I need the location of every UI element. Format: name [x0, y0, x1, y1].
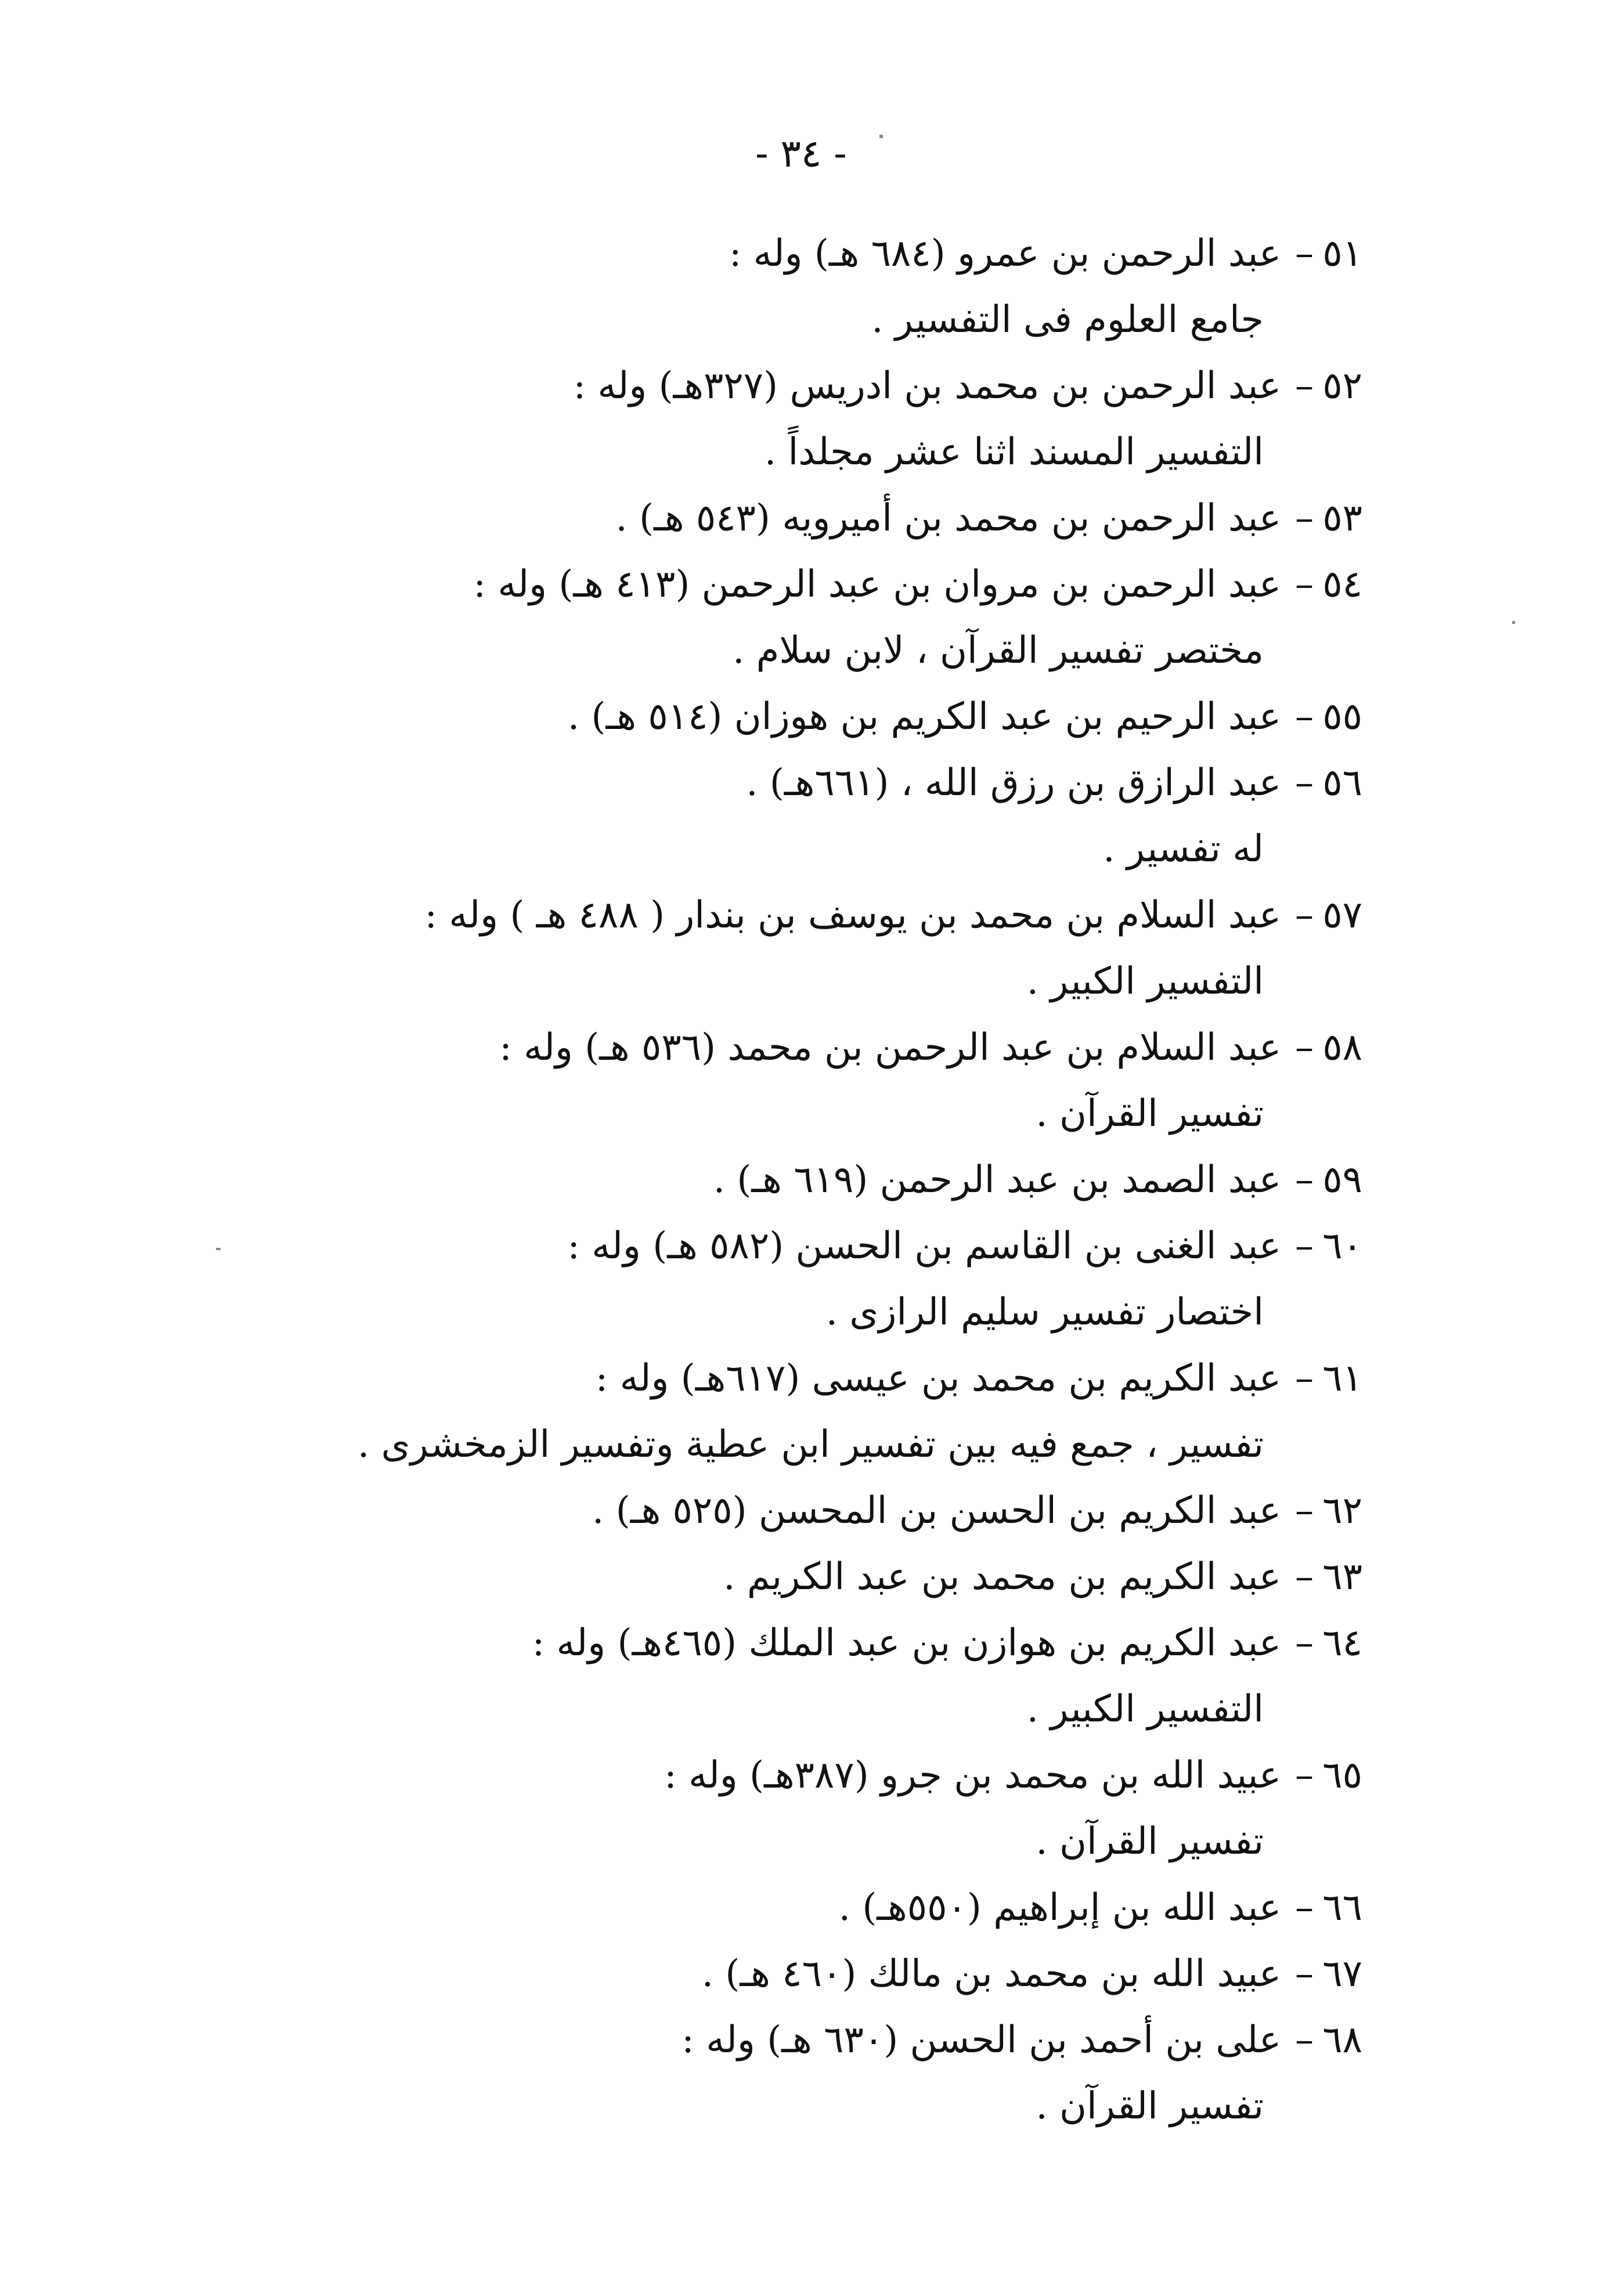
entry-number: ٦٧ [1322, 1952, 1362, 1995]
entry-work-title: تفسير القرآن . [1036, 1820, 1264, 1863]
entry-number: ٥٨ [1322, 1026, 1362, 1069]
entry-line [143, 1213, 1362, 1279]
entry-text: على بن أحمد بن الحسن (٦٣٠ هـ) وله : [681, 2019, 1281, 2062]
entry-dash: – [1295, 1952, 1314, 1995]
entry-line [143, 1742, 1362, 1808]
list-item [143, 1213, 1362, 1345]
entry-line [143, 1544, 1362, 1610]
entry-dash: – [1295, 563, 1314, 606]
entry-number: ٦٤ [1322, 1622, 1362, 1665]
entry-dash: – [1295, 695, 1314, 738]
entry-dash: – [1295, 761, 1314, 804]
entry-number: ٥٢ [1322, 364, 1362, 407]
list-item [143, 1941, 1362, 2007]
list-item [143, 551, 1362, 684]
entry-line [143, 1875, 1362, 1941]
entry-dash: – [1295, 1026, 1314, 1069]
entry-dash: – [1295, 1225, 1314, 1268]
entry-text: عبد السلام بن محمد بن يوسف بن بندار ( ٤٨٨ هـ ) وله : [424, 894, 1281, 937]
entry-text: عبد الكريم بن الحسن بن المحسن (٥٢٥ هـ) . [592, 1489, 1281, 1532]
list-item [143, 1015, 1362, 1147]
scan-speck [1512, 621, 1515, 624]
entry-text: عبد الغنى بن القاسم بن الحسن (٥٨٢ هـ) وله : [567, 1225, 1281, 1268]
entry-dash: – [1295, 1489, 1314, 1532]
list-item [143, 882, 1362, 1015]
entry-line [143, 1478, 1362, 1544]
entry-work-title: التفسير المسند اثنا عشر مجلداً . [764, 431, 1264, 474]
entry-text: عبد الرازق بن رزق الله ، (٦٦١هـ) . [746, 761, 1281, 804]
entry-number: ٦٣ [1322, 1555, 1362, 1598]
entry-dash: – [1295, 894, 1314, 937]
entry-text: عبد الرحمن بن مروان بن عبد الرحمن (٤١٣ هـ) وله : [473, 563, 1281, 606]
entry-dash: – [1295, 1555, 1314, 1598]
list-item [143, 485, 1362, 551]
entry-text: عبد الله بن إبراهيم (٥٥٠هـ) . [838, 1886, 1281, 1929]
entry-line [143, 1610, 1362, 1676]
entry-dash: – [1295, 1754, 1314, 1797]
entry-text: عبيد الله بن محمد بن مالك (٤٦٠ هـ) . [701, 1952, 1281, 1995]
entry-line [143, 221, 1362, 287]
entry-dash: – [1295, 497, 1314, 540]
scan-speck [879, 135, 883, 138]
entry-work-title: له تفسير . [1103, 828, 1264, 871]
list-item [143, 1478, 1362, 1544]
list-item [143, 684, 1362, 750]
entry-text: عبد الرحمن بن عمرو (٦٨٤ هـ) وله : [729, 232, 1281, 275]
entry-work-title: جامع العلوم فى التفسير . [871, 298, 1264, 341]
entry-work-title: تفسير ، جمع فيه بين تفسير ابن عطية وتفسير الزمخشرى . [357, 1423, 1264, 1466]
entry-number: ٥١ [1322, 232, 1362, 275]
entry-number: ٦٨ [1322, 2019, 1362, 2062]
entry-line [143, 353, 1362, 419]
entry-dash: – [1295, 1622, 1314, 1665]
entry-work-title: التفسير الكبير . [1026, 1688, 1264, 1731]
entry-line [143, 485, 1362, 551]
entry-number: ٥٥ [1322, 695, 1362, 738]
entry-line [143, 1147, 1362, 1213]
entry-text: عبد الكريم بن محمد بن عبد الكريم . [723, 1555, 1281, 1598]
entry-dash: – [1295, 364, 1314, 407]
entry-line [143, 551, 1362, 618]
entry-line [143, 2007, 1362, 2073]
entry-text: عبد الكريم بن محمد بن عيسى (٦١٧هـ) وله : [595, 1357, 1281, 1400]
entry-line [143, 684, 1362, 750]
entry-text: عبد الصمد بن عبد الرحمن (٦١٩ هـ) . [713, 1158, 1281, 1201]
entry-work-title: مختصر تفسير القرآن ، لابن سلام . [733, 629, 1264, 672]
list-item [143, 750, 1362, 882]
entry-line [143, 1015, 1362, 1081]
entry-dash: – [1295, 1158, 1314, 1201]
entry-number: ٦١ [1322, 1357, 1362, 1400]
list-item [143, 2007, 1362, 2139]
entry-number: ٦٠ [1322, 1225, 1362, 1268]
entry-dash: – [1295, 232, 1314, 275]
entry-text: عبيد الله بن محمد بن جرو (٣٨٧هـ) وله : [664, 1754, 1281, 1797]
list-item [143, 1742, 1362, 1875]
entry-text: عبد الرحيم بن عبد الكريم بن هوزان (٥١٤ هـ) . [567, 695, 1281, 738]
list-item [143, 1345, 1362, 1478]
entry-line [143, 1345, 1362, 1411]
list-item [143, 353, 1362, 485]
list-item [143, 1610, 1362, 1742]
list-item [143, 221, 1362, 353]
entry-work-title: التفسير الكبير . [1026, 960, 1264, 1003]
entry-number: ٦٥ [1322, 1754, 1362, 1797]
page-number: - ٣٤ - [755, 131, 847, 176]
entry-number: ٥٣ [1322, 497, 1362, 540]
entry-dash: – [1295, 1886, 1314, 1929]
entry-number: ٦٦ [1322, 1886, 1362, 1929]
entry-number: ٦٢ [1322, 1489, 1362, 1532]
entry-line [143, 882, 1362, 948]
entry-list [143, 221, 1362, 2139]
entry-number: ٥٧ [1322, 894, 1362, 937]
entry-number: ٥٦ [1322, 761, 1362, 804]
entry-work-title: تفسير القرآن . [1036, 1092, 1264, 1135]
list-item [143, 1875, 1362, 1941]
entry-dash: – [1295, 2019, 1314, 2062]
entry-work-title: تفسير القرآن . [1036, 2085, 1264, 2128]
entry-work-title: اختصار تفسير سليم الرازى . [825, 1291, 1264, 1334]
scan-speck [216, 1248, 221, 1250]
entry-number: ٥٩ [1322, 1158, 1362, 1201]
entry-text: عبد الكريم بن هوازن بن عبد الملك (٤٦٥هـ) وله : [532, 1622, 1281, 1665]
list-item [143, 1544, 1362, 1610]
list-item [143, 1147, 1362, 1213]
entry-dash: – [1295, 1357, 1314, 1400]
entry-line [143, 750, 1362, 816]
entry-text: عبد الرحمن بن محمد بن أميرويه (٥٤٣ هـ) . [615, 497, 1281, 540]
entry-text: عبد الرحمن بن محمد بن ادريس (٣٢٧هـ) وله : [573, 364, 1281, 407]
entry-number: ٥٤ [1322, 563, 1362, 606]
entry-line [143, 1941, 1362, 2007]
entry-text: عبد السلام بن عبد الرحمن بن محمد (٥٣٦ هـ) وله : [499, 1026, 1281, 1069]
